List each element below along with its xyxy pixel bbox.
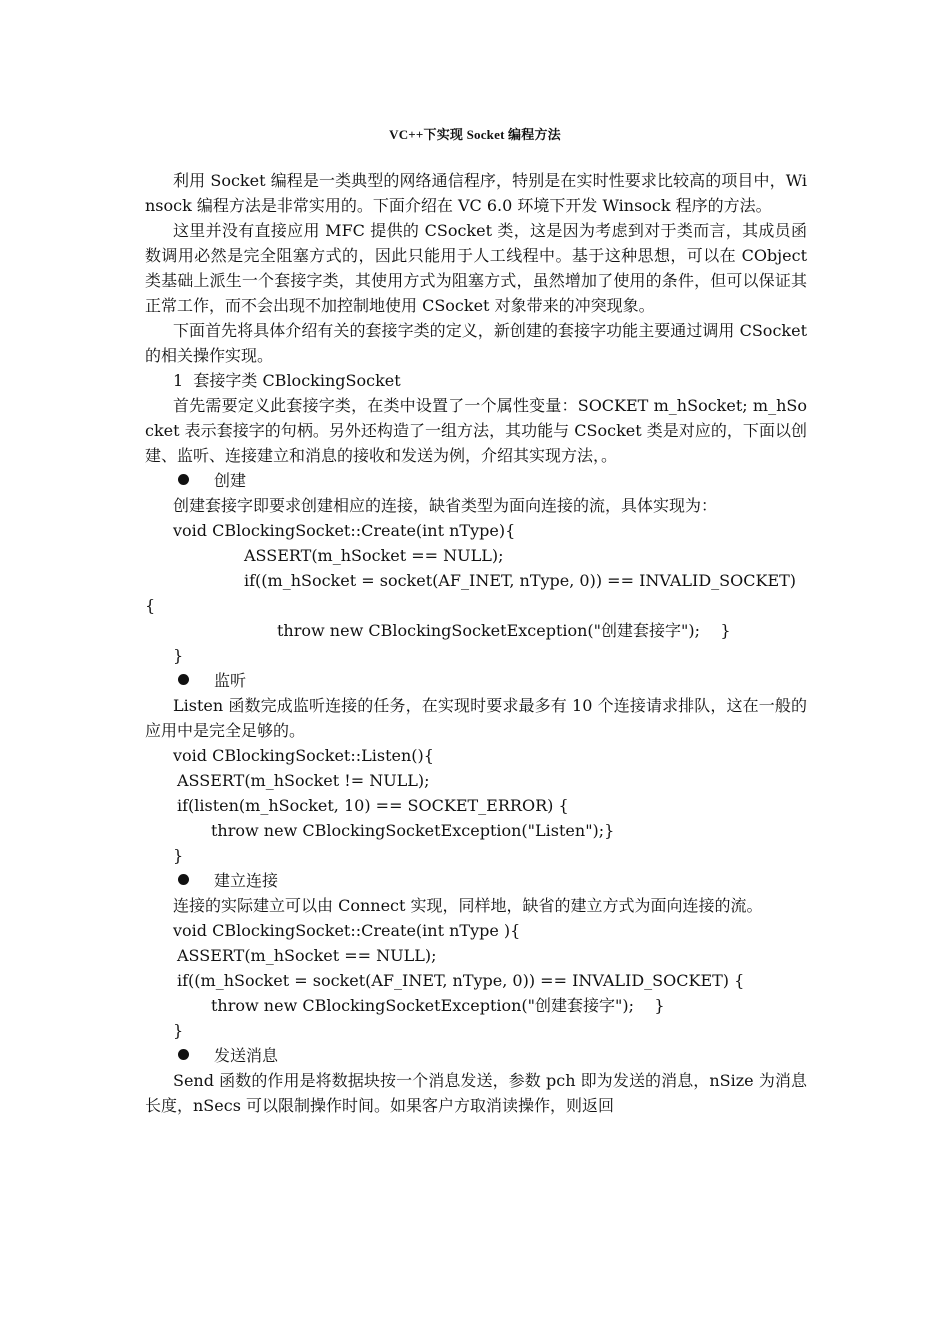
code-line: throw new CBlockingSocketException("Listen");} bbox=[211, 821, 615, 840]
paragraph-class-overview: 下面首先将具体介绍有关的套接字类的定义，新创建的套接字功能主要通过调用 CSocket 的相关操作实现。 bbox=[145, 321, 807, 365]
code-block-listen bbox=[145, 743, 807, 868]
bullet-connect bbox=[145, 868, 807, 893]
bullet-create bbox=[145, 468, 807, 493]
code-block-create bbox=[145, 518, 807, 668]
code-line: } bbox=[173, 1021, 184, 1040]
bullet-listen bbox=[145, 668, 807, 693]
connect-description: 连接的实际建立可以由 Connect 实现，同样地，缺省的建立方式为面向连接的流。 bbox=[173, 896, 763, 915]
code-line: ASSERT(m_hSocket != NULL); bbox=[177, 771, 430, 790]
create-description: 创建套接字即要求创建相应的连接，缺省类型为面向连接的流，具体实现为： bbox=[173, 496, 718, 515]
code-line: if((m_hSocket = socket(AF_INET, nType, 0)) == INVALID_SOCKET) { bbox=[177, 971, 745, 990]
code-line: ASSERT(m_hSocket == NULL); bbox=[177, 946, 437, 965]
document-body bbox=[145, 168, 807, 1118]
bullet-dot-icon bbox=[178, 474, 189, 485]
paragraph-intro: 利用 Socket 编程是一类典型的网络通信程序，特别是在实时性要求比较高的项目中，Winsock 编程方法是非常实用的。下面介绍在 VC 6.0 环境下开发 Winsock 程序的方法。 bbox=[145, 171, 807, 215]
code-line: } bbox=[173, 846, 184, 865]
bullet-listen-label: 监听 bbox=[214, 671, 247, 690]
code-line: { bbox=[145, 596, 156, 615]
bullet-send bbox=[145, 1043, 807, 1068]
send-description: Send 函数的作用是将数据块按一个消息发送，参数 pch 即为发送的消息，nSize 为消息长度，nSecs 可以限制操作时间。如果客户方取消读操作，则返回 bbox=[145, 1071, 807, 1115]
code-line: if(listen(m_hSocket, 10) == SOCKET_ERROR) { bbox=[177, 796, 569, 815]
code-line: void CBlockingSocket::Create(int nType ){ bbox=[173, 921, 521, 940]
code-line: void CBlockingSocket::Listen(){ bbox=[173, 746, 434, 765]
code-line: void CBlockingSocket::Create(int nType){ bbox=[173, 521, 516, 540]
bullet-send-label: 发送消息 bbox=[214, 1046, 279, 1065]
document-title: VC++下实现 Socket 编程方法 bbox=[389, 127, 561, 142]
bullet-dot-icon bbox=[178, 1049, 189, 1060]
code-line: } bbox=[173, 646, 184, 665]
bullet-connect-label: 建立连接 bbox=[214, 871, 279, 890]
code-block-connect bbox=[145, 918, 807, 1043]
bullet-dot-icon bbox=[178, 674, 189, 685]
code-line: throw new CBlockingSocketException("创建套接字"); } bbox=[277, 621, 731, 640]
bullet-create-label: 创建 bbox=[214, 471, 247, 490]
code-line: if((m_hSocket = socket(AF_INET, nType, 0)) == INVALID_SOCKET) bbox=[244, 571, 797, 590]
bullet-dot-icon bbox=[178, 874, 189, 885]
paragraph-class-definition: 首先需要定义此套接字类，在类中设置了一个属性变量：SOCKET m_hSocket; m_hSocket 表示套接字的句柄。另外还构造了一组方法，其功能与 CSocket 类是对应的，下面以创建、监听、连接建立和消息的接收和发送为例，介绍其实现方法，。 bbox=[145, 396, 807, 465]
section-heading: 1 套接字类 CBlockingSocket bbox=[173, 371, 401, 390]
paragraph-csocket-reason: 这里并没有直接应用 MFC 提供的 CSocket 类，这是因为考虑到对于类而言，其成员函数调用必然是完全阻塞方式的，因此只能用于人工线程中。基于这种思想，可以在 CObject 类基础上派生一个套接字类，其使用方式为阻塞方式，虽然增加了使用的条件，但可以保证其正常工作，而不会出现不加控制地使用 CSocket 对象带来的冲突现象。 bbox=[145, 221, 807, 315]
code-line: throw new CBlockingSocketException("创建套接字"); } bbox=[211, 996, 665, 1015]
listen-description: Listen 函数完成监听连接的任务，在实现时要求最多有 10 个连接请求排队，这在一般的应用中是完全足够的。 bbox=[145, 696, 807, 740]
code-line: ASSERT(m_hSocket == NULL); bbox=[244, 546, 504, 565]
